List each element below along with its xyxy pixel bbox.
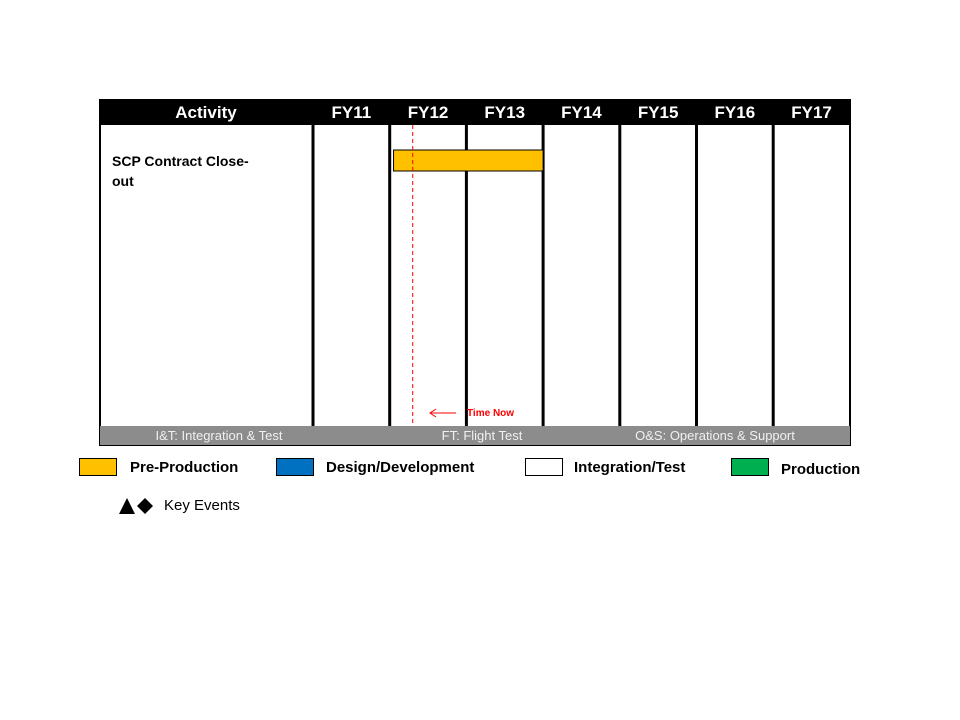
key-events-icons	[118, 496, 158, 516]
year-header-fy17: FY17	[791, 103, 832, 122]
task-bar-scp-contract-close-out	[394, 150, 544, 171]
legend-swatch-production	[731, 458, 769, 476]
activity-header: Activity	[175, 103, 237, 122]
footer-flight-test: FT: Flight Test	[441, 428, 523, 443]
time-now-label: Time Now	[467, 408, 515, 419]
footer-operations-support: O&S: Operations & Support	[635, 428, 795, 443]
legend-swatch-pre-production	[79, 458, 117, 476]
key-events-label: Key Events	[164, 497, 240, 514]
legend-swatch-design-development	[276, 458, 314, 476]
task-label-line-1: SCP Contract Close-	[112, 153, 249, 169]
year-header-fy13: FY13	[484, 103, 526, 122]
legend-label-integration-test: Integration/Test	[574, 459, 686, 476]
year-header-fy11: FY11	[331, 103, 372, 122]
legend-label-production: Production	[781, 461, 861, 478]
triangle-icon	[119, 498, 135, 514]
year-header-fy15: FY15	[637, 103, 679, 122]
year-header-fy16: FY16	[714, 103, 756, 122]
legend-label-design-development: Design/Development	[326, 459, 475, 476]
year-header-fy14: FY14	[561, 103, 602, 122]
task-label-line-2: out	[112, 173, 134, 189]
legend-swatch-integration-test	[525, 458, 563, 476]
diamond-icon	[137, 498, 153, 514]
footer-integration-test: I&T: Integration & Test	[155, 428, 283, 443]
legend-label-pre-production: Pre-Production	[130, 459, 239, 476]
year-header-fy12: FY12	[407, 103, 449, 122]
